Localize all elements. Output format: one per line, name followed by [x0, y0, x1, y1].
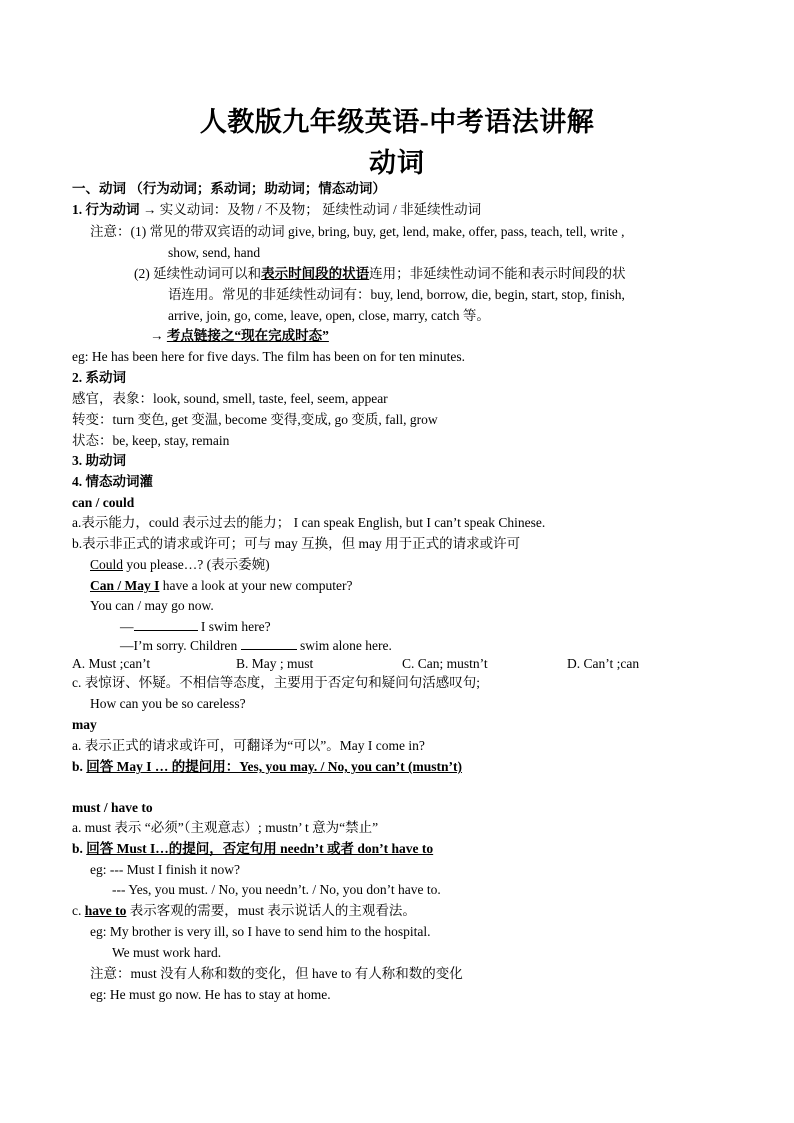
section-1-title: 行为动词 [85, 202, 140, 217]
you-can-example: You can / may go now. [90, 598, 214, 613]
document-subtitle: 动词 [369, 148, 425, 178]
section-1-line [72, 202, 481, 218]
must-point-c [72, 903, 416, 919]
must-example-2: --- Yes, you must. / No, you needn’t. / No, you don’t have to. [112, 882, 441, 897]
must-example-5: eg: He must go now. He has to stay at home. [90, 987, 331, 1002]
topic-link-text: 考点链接之“现在完成时态” [166, 328, 329, 343]
must-example-4: We must work hard. [112, 945, 222, 960]
have-to-words: have to [84, 903, 127, 918]
document-title: 人教版九年级英语-中考语法讲解 [199, 107, 595, 137]
may-b-number: b. [72, 759, 87, 774]
can-point-c: c. 表惊讶、怀疑。不相信等态度，主要用于否定句和疑问句活感叹句; [72, 675, 480, 690]
could-rest: you please…? (表示委婉) [123, 557, 270, 572]
can-may-rest: have a look at your new computer? [159, 578, 353, 593]
arrow-icon: → [139, 202, 160, 217]
must-point-a: a. must 表示 “必须”（主观意志）; mustn’ t 意为“禁止” [72, 820, 379, 835]
answer-blank [241, 637, 297, 650]
dash: — [120, 619, 134, 634]
choice-d: D. Can’t ;can [567, 656, 640, 671]
can-point-b: b.表示非正式的请求或许可；可与 may 互换，但 may 用于正式的请求或许可 [72, 536, 521, 551]
section-4-heading: 4. 情态动词灌 [72, 474, 153, 489]
may-heading: may [72, 717, 97, 732]
may-b-text: 回答 May I … 的提问用：Yes, you may. / No, you can’t (mustn’t) [86, 759, 463, 774]
must-c-prefix: c. [72, 903, 85, 918]
question-2-prefix: —I’m sorry. Children [120, 638, 241, 653]
can-may-words: Can / May I [90, 578, 160, 593]
must-b-number: b. [72, 841, 87, 856]
note-2-prefix: (2) 延续性动词可以和 [134, 266, 262, 281]
example-line-1: eg: He has been here for five days. The film has been on for ten minutes. [72, 349, 465, 364]
must-point-b [72, 841, 433, 857]
question-2-rest: swim alone here. [296, 638, 392, 653]
must-have-to-heading: must / have to [72, 800, 153, 815]
topic-link-line [150, 328, 329, 344]
exercise-question-1 [120, 618, 271, 635]
must-c-rest: 表示客观的需要，must 表示说话人的主观看法。 [126, 903, 416, 918]
exercise-question-2 [120, 637, 392, 654]
can-point-a: a.表示能力，could 表示过去的能力； I can speak English, but I can’t speak Chinese. [72, 515, 546, 530]
could-word: Could [90, 557, 124, 572]
must-example-3: eg: My brother is very ill, so I have to send him to the hospital. [90, 924, 431, 939]
note-1-line-2: show, send, hand [168, 245, 261, 260]
section-heading-verbs: 一、动词 （行为动词；系动词；助动词；情态动词） [72, 181, 386, 196]
note-1-line-1: 注意：(1) 常见的带双宾语的动词 give, bring, buy, get, lend, make, offer, pass, teach, tell, write , [90, 224, 625, 239]
arrow-icon: → [150, 328, 167, 343]
note-2-emphasis: 表示时间段的状语 [261, 266, 370, 281]
can-may-example [90, 578, 352, 594]
must-note: 注意：must 没有人称和数的变化，但 have to 有人称和数的变化 [90, 966, 463, 981]
note-2-line-1 [134, 266, 626, 282]
section-2-heading: 2. 系动词 [72, 370, 126, 385]
could-example [90, 557, 270, 573]
choice-c: C. Can; mustn’t [402, 656, 488, 671]
section-1-text: 实义动词：及物 / 不及物； 延续性动词 / 非延续性动词 [159, 202, 482, 217]
section-3-heading: 3. 助动词 [72, 453, 126, 468]
must-example-1: eg: --- Must I finish it now? [90, 862, 240, 877]
note-2-line-3: arrive, join, go, come, leave, open, close, marry, catch 等。 [168, 308, 490, 323]
note-2-line-2: 语连用。常见的非延续性动词有：buy, lend, borrow, die, begin, start, stop, finish, [168, 287, 625, 302]
must-b-text: 回答 Must I…的提问，否定句用 needn’t 或者 don’t have to [86, 841, 434, 856]
may-point-b [72, 759, 462, 775]
answer-blank [134, 618, 198, 631]
linking-verbs-senses: 感官，表象：look, sound, smell, taste, feel, seem, appear [72, 391, 388, 406]
question-1-rest: I swim here? [197, 619, 271, 634]
choice-b: B. May ; must [236, 656, 314, 671]
linking-verbs-state: 状态：be, keep, stay, remain [72, 433, 230, 448]
careless-example: How can you be so careless? [90, 696, 246, 711]
choice-a: A. Must ;can’t [72, 656, 151, 671]
note-2-suffix: 连用；非延续性动词不能和表示时间段的状 [369, 266, 626, 281]
linking-verbs-change: 转变：turn 变色, get 变温, become 变得,变成, go 变质, fall, grow [72, 412, 438, 427]
may-point-a: a. 表示正式的请求或许可，可翻译为“可以”。May I come in? [72, 738, 425, 753]
can-could-heading: can / could [72, 495, 135, 510]
section-1-number: 1. [72, 202, 86, 217]
